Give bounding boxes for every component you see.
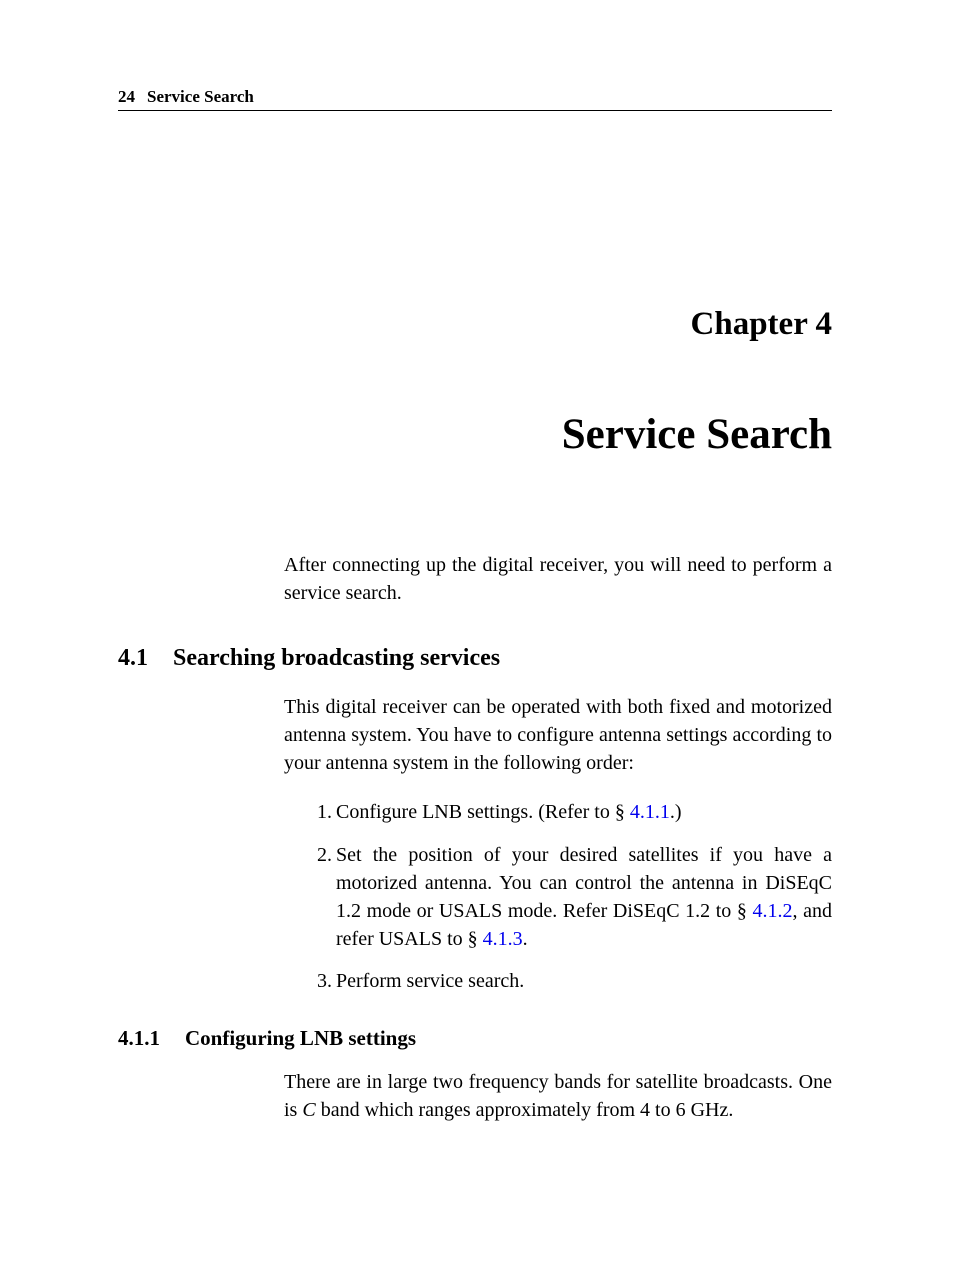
section-heading xyxy=(118,643,500,673)
running-head xyxy=(118,86,832,111)
list-text-segment: . xyxy=(522,928,528,950)
subsection-heading xyxy=(118,1024,416,1052)
section-number: 4.1 xyxy=(118,645,148,671)
list-marker: 2. xyxy=(317,844,332,866)
running-head-title: Service Search xyxy=(147,87,254,106)
band-name: C xyxy=(302,1099,316,1121)
section-body: This digital receiver can be operated with both fixed and motorized antenna system. You have to configure antenna settings according to your antenna system in the following order: xyxy=(284,696,832,774)
chapter-label: Chapter 4 xyxy=(690,306,832,342)
list-text-segment: , and refer USALS to § xyxy=(336,900,832,950)
page-number: 24 xyxy=(118,87,135,106)
chapter-title: Service Search xyxy=(561,411,832,458)
list-marker: 1. xyxy=(317,801,332,823)
list-marker: 3. xyxy=(317,970,332,992)
section-title: Searching broadcasting services xyxy=(173,645,501,671)
list-text-segment: Set the position of your desired satellites if you have a motorized antenna. You can control the antenna in DiSEqC 1.2 mode or USALS mode. Refer DiSEqC 1.2 to § xyxy=(336,844,832,922)
cross-reference-link[interactable]: 4.1.1 xyxy=(629,801,670,823)
list-item-text xyxy=(336,841,832,953)
body-text-segment: band which ranges approximately from 4 to 6 GHz. xyxy=(315,1099,734,1121)
list-item-text: Perform service search. xyxy=(336,970,525,992)
list-item-text xyxy=(336,798,832,826)
subsection-title: Configuring LNB settings xyxy=(185,1026,417,1050)
subsection-body xyxy=(284,1068,832,1124)
subsection-number: 4.1.1 xyxy=(118,1026,160,1050)
cross-reference-link[interactable]: 4.1.3 xyxy=(482,928,523,950)
list-text-segment: .) xyxy=(669,801,682,823)
list-text-segment: Configure LNB settings. (Refer to § xyxy=(336,801,630,823)
intro-paragraph: After connecting up the digital receiver, you will need to perform a service search. xyxy=(284,554,832,604)
body-text-segment: There are in large two frequency bands for satellite broadcasts. One is xyxy=(284,1071,832,1121)
cross-reference-link[interactable]: 4.1.2 xyxy=(752,900,793,922)
